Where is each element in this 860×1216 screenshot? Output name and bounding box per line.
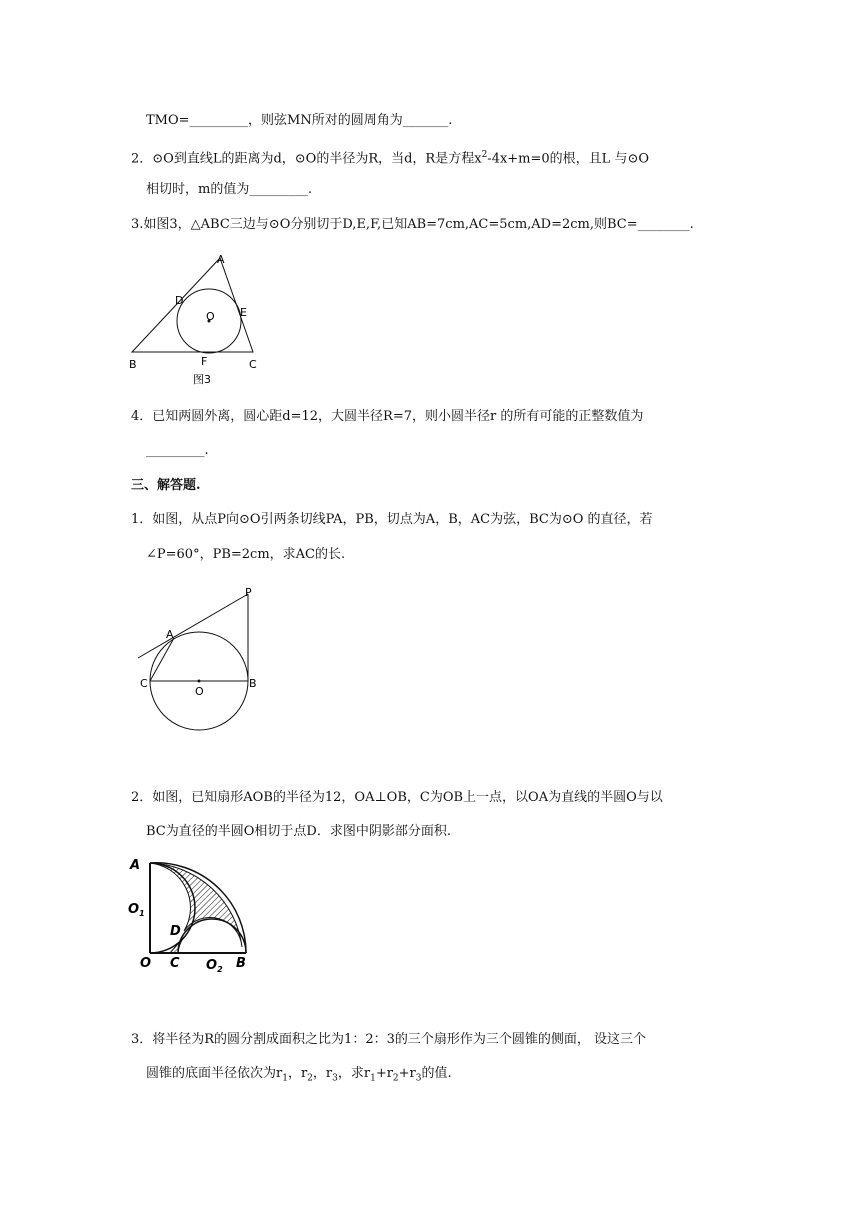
sub-1b: 1 bbox=[370, 1073, 376, 1084]
shaded-region-upper bbox=[150, 863, 242, 947]
fill-in-question-2 bbox=[131, 146, 649, 168]
q3-text-d: ，求r bbox=[337, 1066, 371, 1081]
label-e: E bbox=[240, 306, 247, 319]
q3-text-f: +r bbox=[398, 1066, 416, 1081]
solve-question-2: 2．如图，已知扇形AOB的半径为12，OA⊥OB，C为OB上一点，以OA为直线的半圆O与以 bbox=[131, 790, 663, 805]
label-b: B bbox=[236, 956, 246, 971]
q1-continuation: TMO=_________，则弦MN所对的圆周角为_______. bbox=[146, 113, 453, 128]
solve-q2-line-2: BC为直径的半圆O相切于点D．求图中阴影部分面积. bbox=[146, 824, 451, 839]
sub-2b: 2 bbox=[392, 1073, 399, 1084]
label-a: A bbox=[217, 253, 225, 266]
sub-3: 3 bbox=[332, 1073, 338, 1084]
solve-q1-line-2: ∠P=60°，PB=2cm，求AC的长. bbox=[146, 547, 346, 562]
label-a: A bbox=[166, 628, 174, 641]
solve-question-3: 3．将半径为R的圆分割成面积之比为1：2：3的三个扇形作为三个圆锥的侧面， 设这三个 bbox=[131, 1032, 647, 1047]
label-o: O bbox=[140, 956, 152, 971]
fill-in-question-3: 3.如图3，△ABC三边与⊙O分别切于D,E,F,已知AB=7cm,AC=5cm,AD=2cm,则BC=________. bbox=[131, 217, 694, 232]
label-d: D bbox=[175, 294, 184, 307]
label-p: P bbox=[245, 586, 252, 599]
q3-text-e: +r bbox=[375, 1066, 393, 1081]
label-c: C bbox=[170, 956, 180, 971]
q2-text-b: -4x+m=0的根，且L 与⊙O bbox=[487, 151, 649, 167]
sub-3b: 3 bbox=[415, 1073, 422, 1084]
label-a: A bbox=[130, 858, 141, 873]
figure-3-caption: 图3 bbox=[193, 373, 211, 386]
label-f: F bbox=[201, 355, 208, 368]
label-o: O bbox=[195, 685, 204, 698]
label-d: D bbox=[170, 924, 181, 939]
label-c: C bbox=[249, 358, 257, 371]
section-title: 三、解答题. bbox=[131, 478, 201, 493]
tangent-pa bbox=[138, 594, 248, 658]
q3-text-b: ，r bbox=[287, 1066, 308, 1081]
sub-1: 1 bbox=[282, 1073, 288, 1084]
label-c: C bbox=[140, 677, 148, 690]
q2-text-a: 2．⊙O到直线L的距离为d，⊙O的半径为R，当d，R是方程x bbox=[131, 151, 482, 167]
solve-q3-line-2 bbox=[146, 1065, 452, 1088]
label-b: B bbox=[129, 358, 137, 371]
label-o: O bbox=[206, 310, 215, 323]
center-dot bbox=[198, 680, 201, 683]
q3-text-a: 圆锥的底面半径依次为r bbox=[146, 1066, 283, 1081]
figure-3 bbox=[122, 248, 272, 388]
triangle-abc bbox=[132, 258, 253, 352]
solve-question-1: 1．如图，从点P向⊙O引两条切线PA，PB，切点为A，B，AC为弦，BC为⊙O 的直径，若 bbox=[131, 512, 653, 527]
q3-text-c: ，r bbox=[312, 1066, 333, 1081]
q2-line-2: 相切时，m的值为_________. bbox=[146, 182, 312, 197]
fill-in-question-4: 4．已知两圆外离，圆心距d=12，大圆半径R=7，则小圆半径r 的所有可能的正整数值为 bbox=[131, 409, 644, 424]
figure-tangent-lines bbox=[132, 582, 272, 742]
label-o1: $O_1$ bbox=[128, 902, 145, 918]
q3-text-g: 的值. bbox=[421, 1066, 452, 1081]
sub-2: 2 bbox=[307, 1073, 313, 1084]
figure-sector bbox=[126, 853, 256, 973]
label-o2: $O_2$ bbox=[206, 958, 223, 973]
q2-exponent: 2 bbox=[481, 150, 488, 160]
label-b: B bbox=[249, 677, 257, 690]
q4-line-2: _________. bbox=[146, 443, 209, 458]
